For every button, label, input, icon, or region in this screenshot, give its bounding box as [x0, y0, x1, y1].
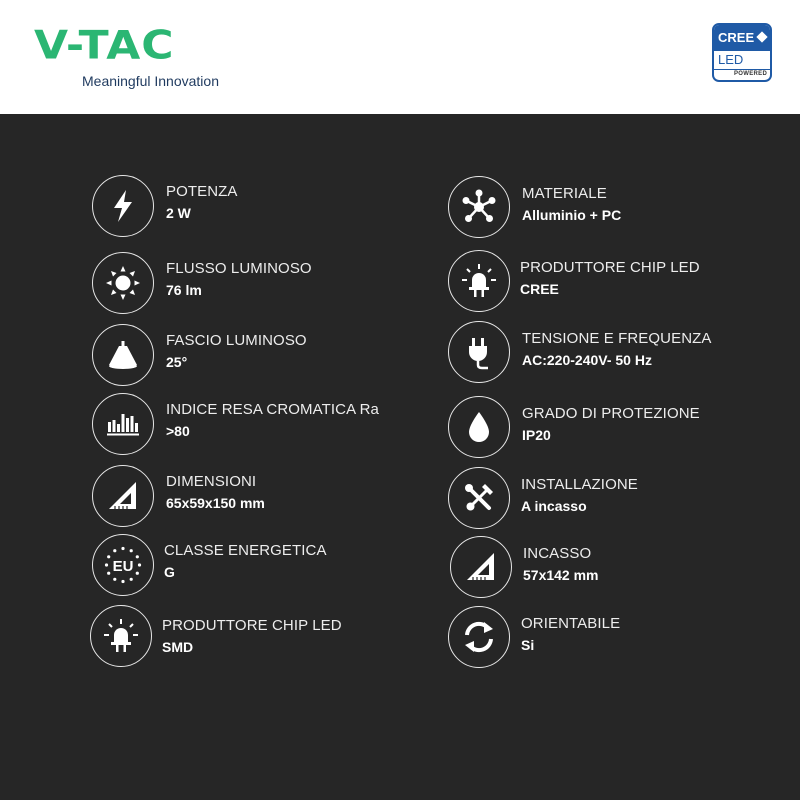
spec-value: CREE — [520, 281, 559, 297]
spec-value: SMD — [162, 639, 194, 655]
spec-label: FLUSSO LUMINOSO — [166, 260, 312, 277]
eu-stars-icon — [92, 534, 154, 596]
lightning-icon — [92, 175, 154, 237]
spec-value: >80 — [166, 423, 190, 439]
cri-bars-icon — [92, 393, 154, 455]
spec-label: DIMENSIONI — [166, 473, 257, 490]
spec-value: 25° — [166, 354, 188, 370]
svg-text:EU: EU — [112, 558, 134, 575]
spec-label: POTENZA — [166, 183, 238, 200]
badge-top: CREE — [714, 25, 770, 51]
sun-icon — [92, 252, 154, 314]
spec-label: TENSIONE E FREQUENZA — [522, 330, 712, 347]
spec-label: PRODUTTORE CHIP LED — [162, 617, 342, 634]
spec-label: ORIENTABILE — [521, 615, 621, 632]
badge-bottom: POWERED — [734, 71, 768, 77]
plug-icon — [448, 321, 510, 383]
water-drop-icon — [448, 396, 510, 458]
brand-logo — [34, 22, 234, 96]
molecule-icon — [448, 176, 510, 238]
rotate-arrows-icon — [448, 606, 510, 668]
spec-value: AC:220-240V- 50 Hz — [522, 352, 652, 368]
spec-value: IP20 — [522, 427, 551, 443]
led-chip-icon — [448, 250, 510, 312]
spec-label: INDICE RESA CROMATICA Ra — [166, 401, 379, 418]
set-square-icon — [92, 465, 154, 527]
beam-lamp-icon — [92, 324, 154, 386]
spec-value: 65x59x150 mm — [166, 495, 265, 511]
led-chip-icon — [90, 605, 152, 667]
set-square-icon — [450, 536, 512, 598]
brand-tagline: Meaningful Innovation — [82, 73, 219, 89]
spec-value: 76 lm — [166, 282, 202, 298]
badge-divider — [714, 69, 770, 70]
spec-value: G — [164, 564, 175, 580]
spec-value: Alluminio + PC — [522, 207, 622, 223]
spec-label: INSTALLAZIONE — [521, 476, 638, 493]
spec-value: 2 W — [166, 205, 191, 221]
spec-label: GRADO DI PROTEZIONE — [522, 405, 700, 422]
spec-label: INCASSO — [523, 545, 592, 562]
badge-middle: LED — [718, 52, 744, 67]
header — [0, 0, 800, 114]
spec-value: A incasso — [521, 498, 587, 514]
spec-label: MATERIALE — [522, 185, 607, 202]
cree-led-badge — [712, 23, 772, 82]
spec-label: PRODUTTORE CHIP LED — [520, 259, 700, 276]
brand-name: V-TAC — [34, 22, 175, 69]
spec-label: FASCIO LUMINOSO — [166, 332, 307, 349]
spec-value: 57x142 mm — [523, 567, 599, 583]
spec-label: CLASSE ENERGETICA — [164, 542, 327, 559]
spec-value: Si — [521, 637, 535, 653]
tools-icon — [448, 467, 510, 529]
